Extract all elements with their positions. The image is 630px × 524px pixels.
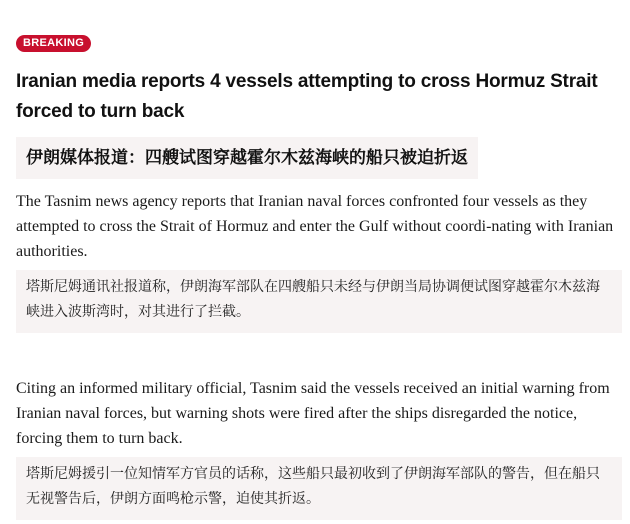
news-article bbox=[16, 33, 622, 520]
paragraph-1: The Tasnim news agency reports that Iranian naval forces confronted four vessels as they attempted to cross the Strait of Hormuz and enter the Gulf without coordi-nating with Iranian authorities. bbox=[16, 193, 614, 260]
paragraph-1-translation: 塔斯尼姆通讯社报道称，伊朗海军部队在四艘船只未经与伊朗当局协调便试图穿越霍尔木兹海峡进入波斯湾时，对其进行了拦截。 bbox=[16, 270, 622, 333]
headline-translation: 伊朗媒体报道：四艘试图穿越霍尔木兹海峡的船只被迫折返 bbox=[16, 137, 478, 179]
breaking-badge: BREAKING bbox=[16, 35, 91, 52]
headline: Iranian media reports 4 vessels attempting to cross Hormuz Strait forced to turn back bbox=[16, 71, 598, 122]
paragraph-2-translation: 塔斯尼姆援引一位知情军方官员的话称，这些船只最初收到了伊朗海军部队的警告，但在船只无视警告后，伊朗方面鸣枪示警，迫使其折返。 bbox=[16, 457, 622, 520]
paragraph-2: Citing an informed military official, Tasnim said the vessels received an initial warning from Iranian naval forces, but warning shots were fired after the ships disregarded the notice, forcing them to turn back. bbox=[16, 380, 610, 447]
